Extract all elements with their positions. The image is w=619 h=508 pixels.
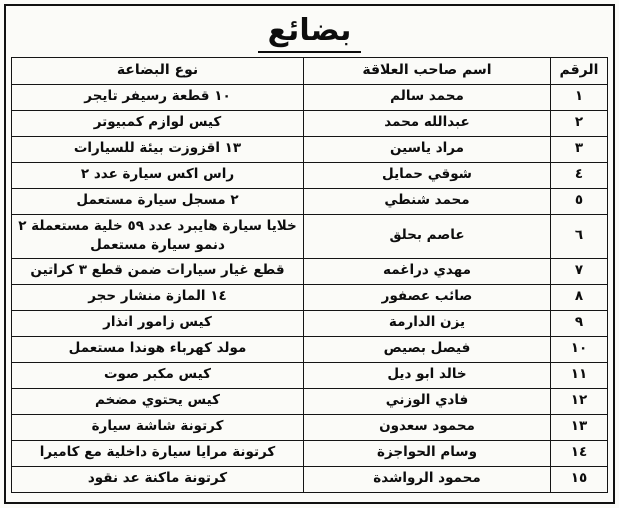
- table-row: [12, 440, 608, 466]
- page-title: بضائع: [258, 12, 362, 53]
- table-row: [12, 388, 608, 414]
- goods-table: [11, 57, 608, 493]
- cell-number: ٩: [551, 310, 608, 336]
- cell-goods: كيس يحتوي مضخم: [12, 388, 304, 414]
- table-row: [12, 336, 608, 362]
- cell-name: شوقي حمايل: [304, 162, 551, 188]
- cell-goods: ١٤ المازة منشار حجر: [12, 284, 304, 310]
- cell-number: ١: [551, 84, 608, 110]
- header-number: الرقم: [551, 57, 608, 84]
- cell-name: مهدي دراغمه: [304, 258, 551, 284]
- cell-goods: كيس لوازم كمبيوتر: [12, 110, 304, 136]
- header-name: اسم صاحب العلاقة: [304, 57, 551, 84]
- cell-name: عاصم بحلق: [304, 214, 551, 258]
- table-body: [12, 84, 608, 492]
- title-area: [11, 10, 608, 57]
- cell-name: يزن الدارمة: [304, 310, 551, 336]
- cell-name: فيصل بصيص: [304, 336, 551, 362]
- cell-number: ١٥: [551, 466, 608, 492]
- cell-name: صائب عصفور: [304, 284, 551, 310]
- cell-name: عبدالله محمد: [304, 110, 551, 136]
- table-row: [12, 258, 608, 284]
- cell-goods: قطع غيار سيارات ضمن قطع ٣ كراتين: [12, 258, 304, 284]
- document-frame: [4, 4, 615, 504]
- cell-number: ١٤: [551, 440, 608, 466]
- cell-name: وسام الحواجزة: [304, 440, 551, 466]
- table-row: [12, 284, 608, 310]
- table-row: [12, 214, 608, 258]
- cell-number: ٣: [551, 136, 608, 162]
- cell-goods: ١٣ اقزوزت بيئة للسيارات: [12, 136, 304, 162]
- cell-name: محمد شنطي: [304, 188, 551, 214]
- header-goods: نوع البضاعة: [12, 57, 304, 84]
- cell-goods: ١٠ قطعة رسيفر تايجر: [12, 84, 304, 110]
- cell-goods: خلايا سيارة هايبرد عدد ٥٩ خلية مستعملة ٢ دنمو سيارة مستعمل: [12, 214, 304, 258]
- table-row: [12, 414, 608, 440]
- cell-number: ١٠: [551, 336, 608, 362]
- cell-name: فادي الوزني: [304, 388, 551, 414]
- cell-goods: كيس زامور انذار: [12, 310, 304, 336]
- cell-goods: راس اكس سيارة عدد ٢: [12, 162, 304, 188]
- cell-number: ٢: [551, 110, 608, 136]
- table-row: [12, 84, 608, 110]
- cell-goods: كرتونة مرايا سيارة داخلية مع كاميرا: [12, 440, 304, 466]
- cell-goods: مولد كهرباء هوندا مستعمل: [12, 336, 304, 362]
- table-row: [12, 188, 608, 214]
- cell-name: محمود الرواشدة: [304, 466, 551, 492]
- table-row: [12, 162, 608, 188]
- cell-number: ١١: [551, 362, 608, 388]
- cell-name: مراد ياسين: [304, 136, 551, 162]
- cell-number: ٦: [551, 214, 608, 258]
- cell-number: ٧: [551, 258, 608, 284]
- cell-number: ١٣: [551, 414, 608, 440]
- cell-number: ٤: [551, 162, 608, 188]
- cell-name: خالد ابو ديل: [304, 362, 551, 388]
- cell-goods: كيس مكبر صوت: [12, 362, 304, 388]
- table-row: [12, 310, 608, 336]
- cell-number: ٨: [551, 284, 608, 310]
- cell-goods: كرتونة شاشة سيارة: [12, 414, 304, 440]
- cell-number: ١٢: [551, 388, 608, 414]
- table-row: [12, 110, 608, 136]
- cell-name: محمود سعدون: [304, 414, 551, 440]
- table-row: [12, 362, 608, 388]
- table-header-row: [12, 57, 608, 84]
- cell-name: محمد سالم: [304, 84, 551, 110]
- cell-goods: ٢ مسجل سيارة مستعمل: [12, 188, 304, 214]
- cell-goods: كرتونة ماكنة عد نقود: [12, 466, 304, 492]
- table-row: [12, 136, 608, 162]
- cell-number: ٥: [551, 188, 608, 214]
- table-row: [12, 466, 608, 492]
